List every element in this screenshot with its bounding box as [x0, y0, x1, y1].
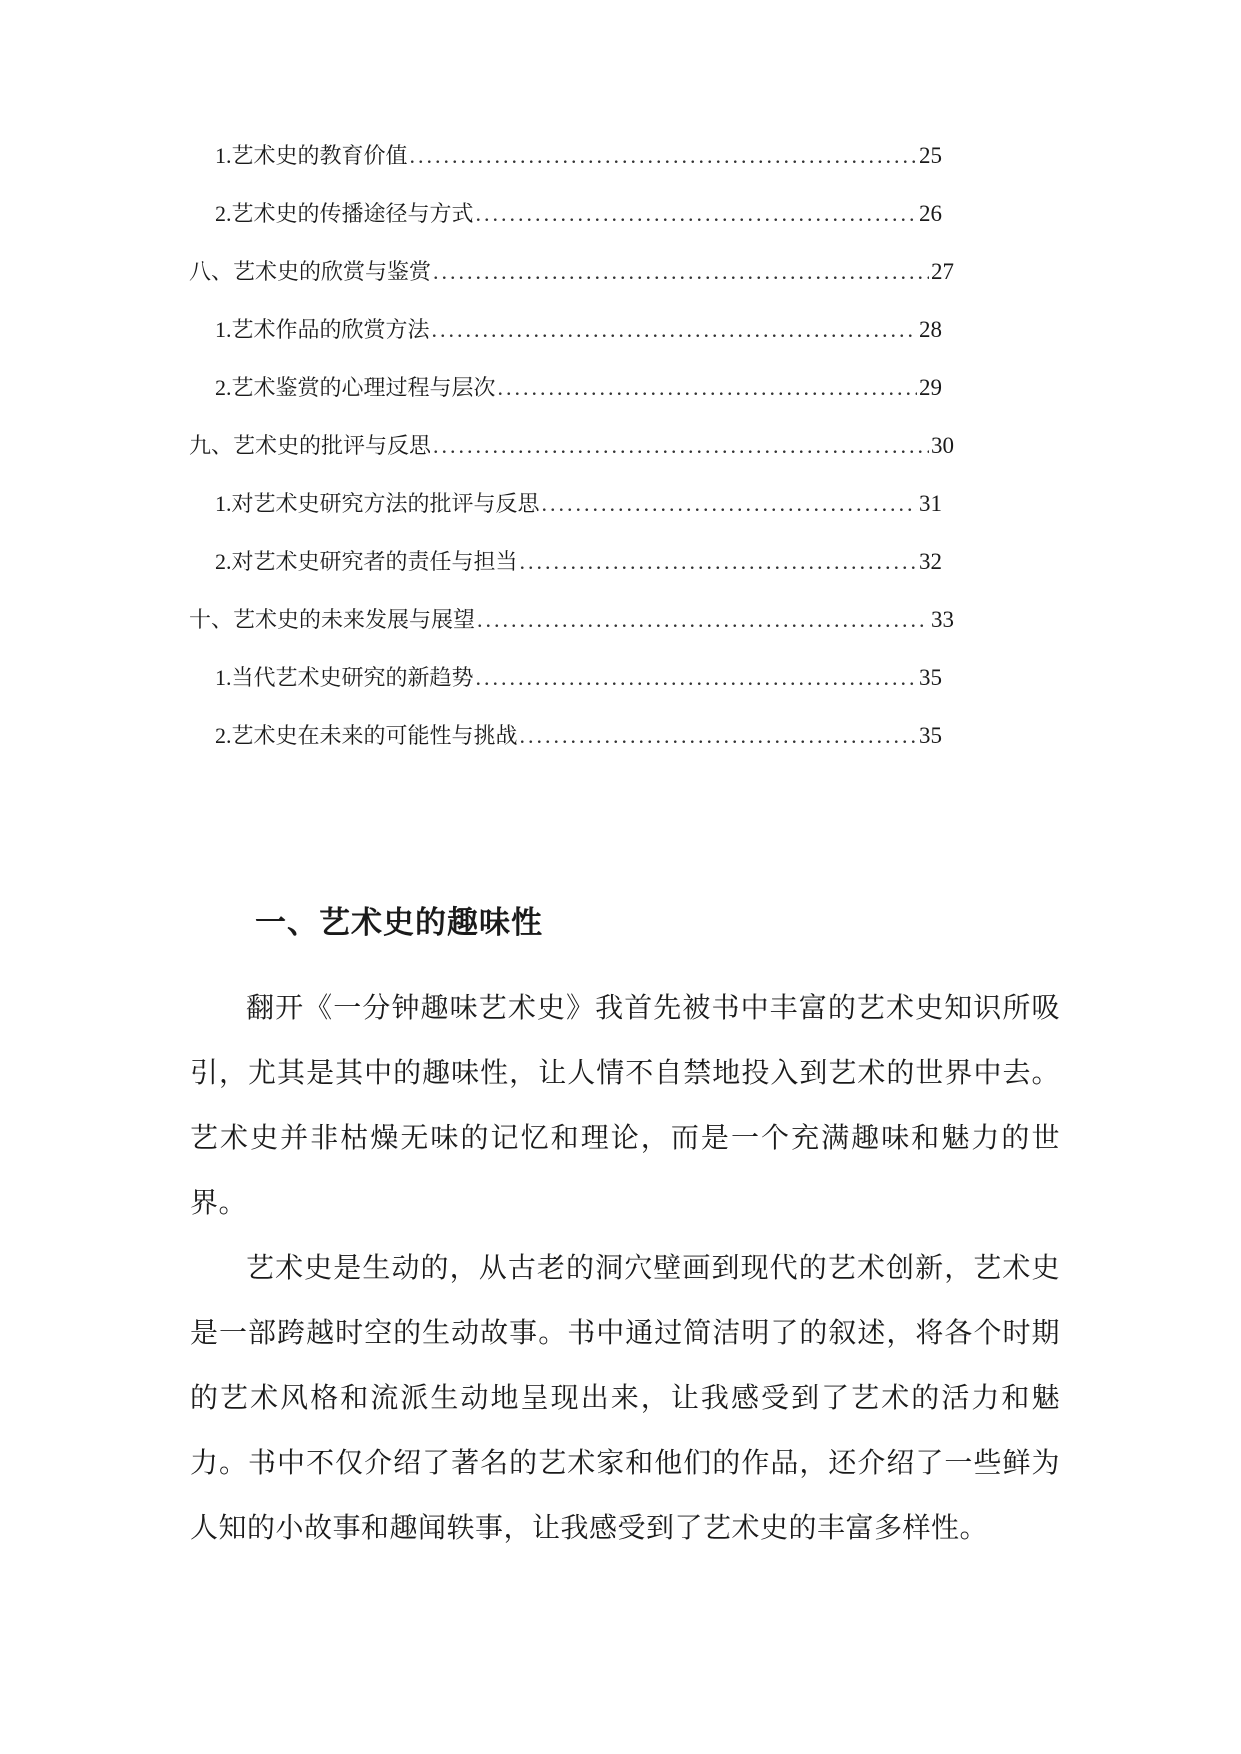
toc-leader-dots	[498, 372, 917, 404]
toc-entry-title: 九、艺术史的批评与反思	[189, 434, 432, 459]
toc-entry-title: 艺术史在未来的可能性与挑战	[231, 724, 518, 749]
toc-leader-dots	[410, 140, 917, 172]
toc-leader-dots	[520, 720, 917, 752]
toc-entry-number: 2.	[215, 201, 232, 226]
toc-entry-title: 艺术作品的欣赏方法	[231, 318, 430, 343]
toc-entry-title: 对艺术史研究方法的批评与反思	[231, 492, 540, 517]
toc-entry-title: 艺术史的教育价值	[231, 144, 408, 169]
toc-leader-dots	[476, 198, 917, 230]
toc-entry-page: 33	[931, 607, 954, 632]
toc-entry-number: 2.	[215, 375, 232, 400]
toc-entry-page: 27	[931, 259, 954, 284]
section-heading: 一、艺术史的趣味性	[255, 905, 543, 941]
toc-leader-dots	[476, 662, 917, 694]
toc-leader-dots	[520, 546, 917, 578]
toc-entry-title: 八、艺术史的欣赏与鉴赏	[189, 260, 432, 285]
toc-entry-number: 1.	[215, 143, 232, 168]
toc-entry-page: 26	[919, 201, 942, 226]
toc-entry-page: 35	[919, 665, 942, 690]
toc-entry[interactable]	[215, 488, 942, 520]
toc-entry[interactable]	[215, 140, 942, 172]
toc-leader-dots	[433, 430, 929, 462]
toc-leader-dots	[432, 314, 917, 346]
toc-entry-page: 35	[919, 723, 942, 748]
toc-entry[interactable]	[215, 546, 942, 578]
toc-entry[interactable]	[215, 372, 942, 404]
toc-entry[interactable]	[215, 720, 942, 752]
toc-entry-page: 29	[919, 375, 942, 400]
toc-entry[interactable]	[189, 604, 954, 636]
toc-entry-title: 艺术鉴赏的心理过程与层次	[231, 376, 496, 401]
toc-entry[interactable]	[189, 256, 954, 288]
toc-entry[interactable]	[215, 198, 942, 230]
toc-entry[interactable]	[215, 662, 942, 694]
body-paragraph: 翻开《一分钟趣味艺术史》我首先被书中丰富的艺术史知识所吸引，尤其是其中的趣味性，让人情不自禁地投入到艺术的世界中去。艺术史并非枯燥无味的记忆和理论，而是一个充满趣味和魅力的世界。	[190, 991, 1060, 1219]
toc-leader-dots	[433, 256, 929, 288]
toc-entry-page: 32	[919, 549, 942, 574]
toc-entry-number: 1.	[215, 665, 232, 690]
toc-entry-number: 1.	[215, 491, 232, 516]
toc-entry-page: 28	[919, 317, 942, 342]
toc-leader-dots	[477, 604, 929, 636]
toc-entry-title: 十、艺术史的未来发展与展望	[189, 608, 476, 633]
toc-entry-title: 艺术史的传播途径与方式	[231, 202, 474, 227]
toc-entry-page: 31	[919, 491, 942, 516]
toc-leader-dots	[542, 488, 917, 520]
toc-entry-number: 1.	[215, 317, 232, 342]
toc-entry-page: 30	[931, 433, 954, 458]
toc-entry-title: 当代艺术史研究的新趋势	[231, 666, 474, 691]
body-paragraph: 艺术史是生动的，从古老的洞穴壁画到现代的艺术创新，艺术史是一部跨越时空的生动故事。书中通过简洁明了的叙述，将各个时期的艺术风格和流派生动地呈现出来，让我感受到了艺术的活力和魅力。书中不仅介绍了著名的艺术家和他们的作品，还介绍了一些鲜为人知的小故事和趣闻轶事，让我感受到了艺术史的丰富多样性。	[190, 1251, 1060, 1544]
toc-entry[interactable]	[215, 314, 942, 346]
toc-entry-title: 对艺术史研究者的责任与担当	[231, 550, 518, 575]
toc-entry-number: 2.	[215, 549, 232, 574]
section-body	[190, 975, 1060, 1560]
toc-entry-number: 2.	[215, 723, 232, 748]
toc-entry[interactable]	[189, 430, 954, 462]
toc-entry-page: 25	[919, 143, 942, 168]
